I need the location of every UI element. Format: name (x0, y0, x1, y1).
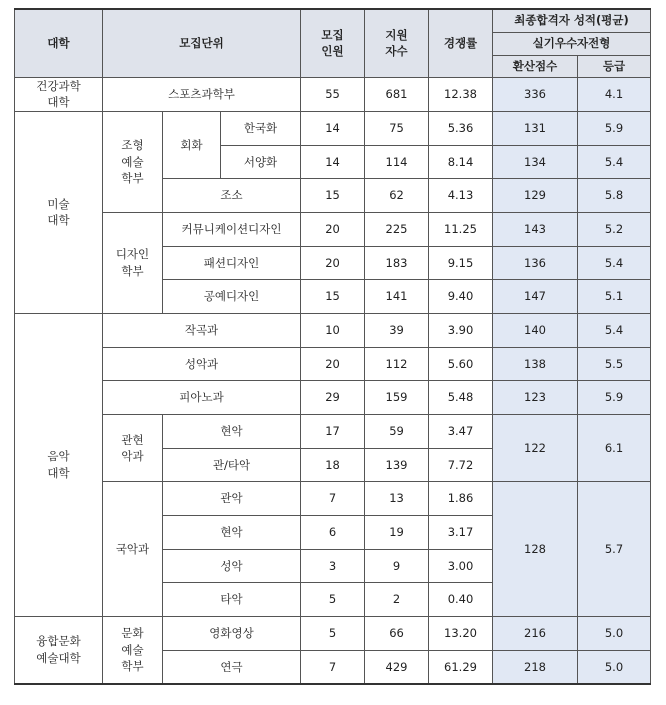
score-cell: 138 (493, 347, 578, 381)
score-cell: 134 (493, 145, 578, 179)
score-cell: 147 (493, 280, 578, 314)
group-design: 디자인 학부 (103, 212, 163, 313)
table-row (15, 347, 651, 381)
ratio-cell: 9.40 (429, 280, 493, 314)
quota-cell: 20 (301, 347, 365, 381)
applicants-cell: 62 (365, 179, 429, 213)
ratio-cell: 13.20 (429, 617, 493, 651)
applicants-cell: 159 (365, 381, 429, 415)
header-score: 환산점수 (493, 55, 578, 77)
group-formative: 조형 예술 학부 (103, 111, 163, 212)
score-cell: 216 (493, 617, 578, 651)
table-row (15, 482, 651, 516)
quota-cell: 5 (301, 617, 365, 651)
header-applicants: 지원 자수 (365, 9, 429, 77)
applicants-cell: 139 (365, 448, 429, 482)
quota-cell: 20 (301, 246, 365, 280)
table-row (15, 77, 651, 111)
quota-cell: 14 (301, 111, 365, 145)
score-cell: 218 (493, 650, 578, 684)
ratio-cell: 4.13 (429, 179, 493, 213)
score-cell: 140 (493, 313, 578, 347)
ratio-cell: 3.17 (429, 516, 493, 550)
ratio-cell: 3.00 (429, 549, 493, 583)
grade-cell: 5.5 (578, 347, 651, 381)
applicants-cell: 183 (365, 246, 429, 280)
college-health: 건강과학 대학 (15, 77, 103, 111)
quota-cell: 6 (301, 516, 365, 550)
group-culture: 문화 예술 학부 (103, 617, 163, 684)
unit-name: 영화영상 (163, 617, 301, 651)
unit-name: 스포츠과학부 (103, 77, 301, 111)
ratio-cell: 5.48 (429, 381, 493, 415)
college-music: 음악 대학 (15, 313, 103, 616)
applicants-cell: 429 (365, 650, 429, 684)
header-final: 최종합격자 성적(평균) (493, 9, 651, 32)
score-cell: 128 (493, 482, 578, 617)
table-row (15, 415, 651, 449)
header-track: 실기우수자전형 (493, 32, 651, 55)
quota-cell: 55 (301, 77, 365, 111)
applicants-cell: 19 (365, 516, 429, 550)
grade-cell: 5.4 (578, 145, 651, 179)
grade-cell: 5.2 (578, 212, 651, 246)
applicants-cell: 114 (365, 145, 429, 179)
grade-cell: 5.9 (578, 111, 651, 145)
unit-name: 패션디자인 (163, 246, 301, 280)
quota-cell: 29 (301, 381, 365, 415)
grade-cell: 5.0 (578, 617, 651, 651)
unit-name: 작곡과 (103, 313, 301, 347)
score-cell: 122 (493, 415, 578, 482)
unit-name: 조소 (163, 179, 301, 213)
grade-cell: 5.4 (578, 246, 651, 280)
unit-name: 현악 (163, 516, 301, 550)
applicants-cell: 9 (365, 549, 429, 583)
table-row (15, 111, 651, 145)
score-cell: 123 (493, 381, 578, 415)
quota-cell: 7 (301, 650, 365, 684)
score-cell: 136 (493, 246, 578, 280)
header-college: 대학 (15, 9, 103, 77)
grade-cell: 5.0 (578, 650, 651, 684)
ratio-cell: 3.47 (429, 415, 493, 449)
unit-name: 타악 (163, 583, 301, 617)
quota-cell: 5 (301, 583, 365, 617)
quota-cell: 17 (301, 415, 365, 449)
applicants-cell: 112 (365, 347, 429, 381)
applicants-cell: 681 (365, 77, 429, 111)
grade-cell: 4.1 (578, 77, 651, 111)
unit-name: 커뮤니케이션디자인 (163, 212, 301, 246)
applicants-cell: 13 (365, 482, 429, 516)
ratio-cell: 61.29 (429, 650, 493, 684)
group-painting: 회화 (163, 111, 221, 178)
applicants-cell: 59 (365, 415, 429, 449)
ratio-cell: 9.15 (429, 246, 493, 280)
unit-name: 성악 (163, 549, 301, 583)
score-cell: 131 (493, 111, 578, 145)
grade-cell: 5.9 (578, 381, 651, 415)
quota-cell: 7 (301, 482, 365, 516)
unit-name: 관/타악 (163, 448, 301, 482)
applicants-cell: 2 (365, 583, 429, 617)
applicants-cell: 225 (365, 212, 429, 246)
applicants-cell: 66 (365, 617, 429, 651)
applicants-cell: 75 (365, 111, 429, 145)
header-ratio: 경쟁률 (429, 9, 493, 77)
header-quota: 모집 인원 (301, 9, 365, 77)
applicants-cell: 39 (365, 313, 429, 347)
score-cell: 129 (493, 179, 578, 213)
quota-cell: 15 (301, 179, 365, 213)
unit-name: 공예디자인 (163, 280, 301, 314)
unit-name: 관악 (163, 482, 301, 516)
ratio-cell: 12.38 (429, 77, 493, 111)
quota-cell: 15 (301, 280, 365, 314)
ratio-cell: 5.36 (429, 111, 493, 145)
group-korean-music: 국악과 (103, 482, 163, 617)
grade-cell: 5.4 (578, 313, 651, 347)
grade-cell: 5.1 (578, 280, 651, 314)
quota-cell: 10 (301, 313, 365, 347)
grade-cell: 5.8 (578, 179, 651, 213)
ratio-cell: 5.60 (429, 347, 493, 381)
table-row (15, 212, 651, 246)
college-fusion: 융합문화 예술대학 (15, 617, 103, 684)
unit-name: 현악 (163, 415, 301, 449)
college-art: 미술 대학 (15, 111, 103, 313)
unit-name: 성악과 (103, 347, 301, 381)
quota-cell: 3 (301, 549, 365, 583)
table-row (15, 617, 651, 651)
ratio-cell: 3.90 (429, 313, 493, 347)
ratio-cell: 0.40 (429, 583, 493, 617)
score-cell: 143 (493, 212, 578, 246)
header-unit: 모집단위 (103, 9, 301, 77)
grade-cell: 5.7 (578, 482, 651, 617)
unit-name: 서양화 (221, 145, 301, 179)
unit-name: 피아노과 (103, 381, 301, 415)
score-cell: 336 (493, 77, 578, 111)
quota-cell: 20 (301, 212, 365, 246)
grade-cell: 6.1 (578, 415, 651, 482)
ratio-cell: 11.25 (429, 212, 493, 246)
ratio-cell: 8.14 (429, 145, 493, 179)
admissions-results-table (14, 8, 651, 685)
group-orchestra: 관현 악과 (103, 415, 163, 482)
unit-name: 한국화 (221, 111, 301, 145)
header-grade: 등급 (578, 55, 651, 77)
table-row (15, 313, 651, 347)
unit-name: 연극 (163, 650, 301, 684)
ratio-cell: 1.86 (429, 482, 493, 516)
quota-cell: 14 (301, 145, 365, 179)
table-row (15, 381, 651, 415)
ratio-cell: 7.72 (429, 448, 493, 482)
applicants-cell: 141 (365, 280, 429, 314)
quota-cell: 18 (301, 448, 365, 482)
